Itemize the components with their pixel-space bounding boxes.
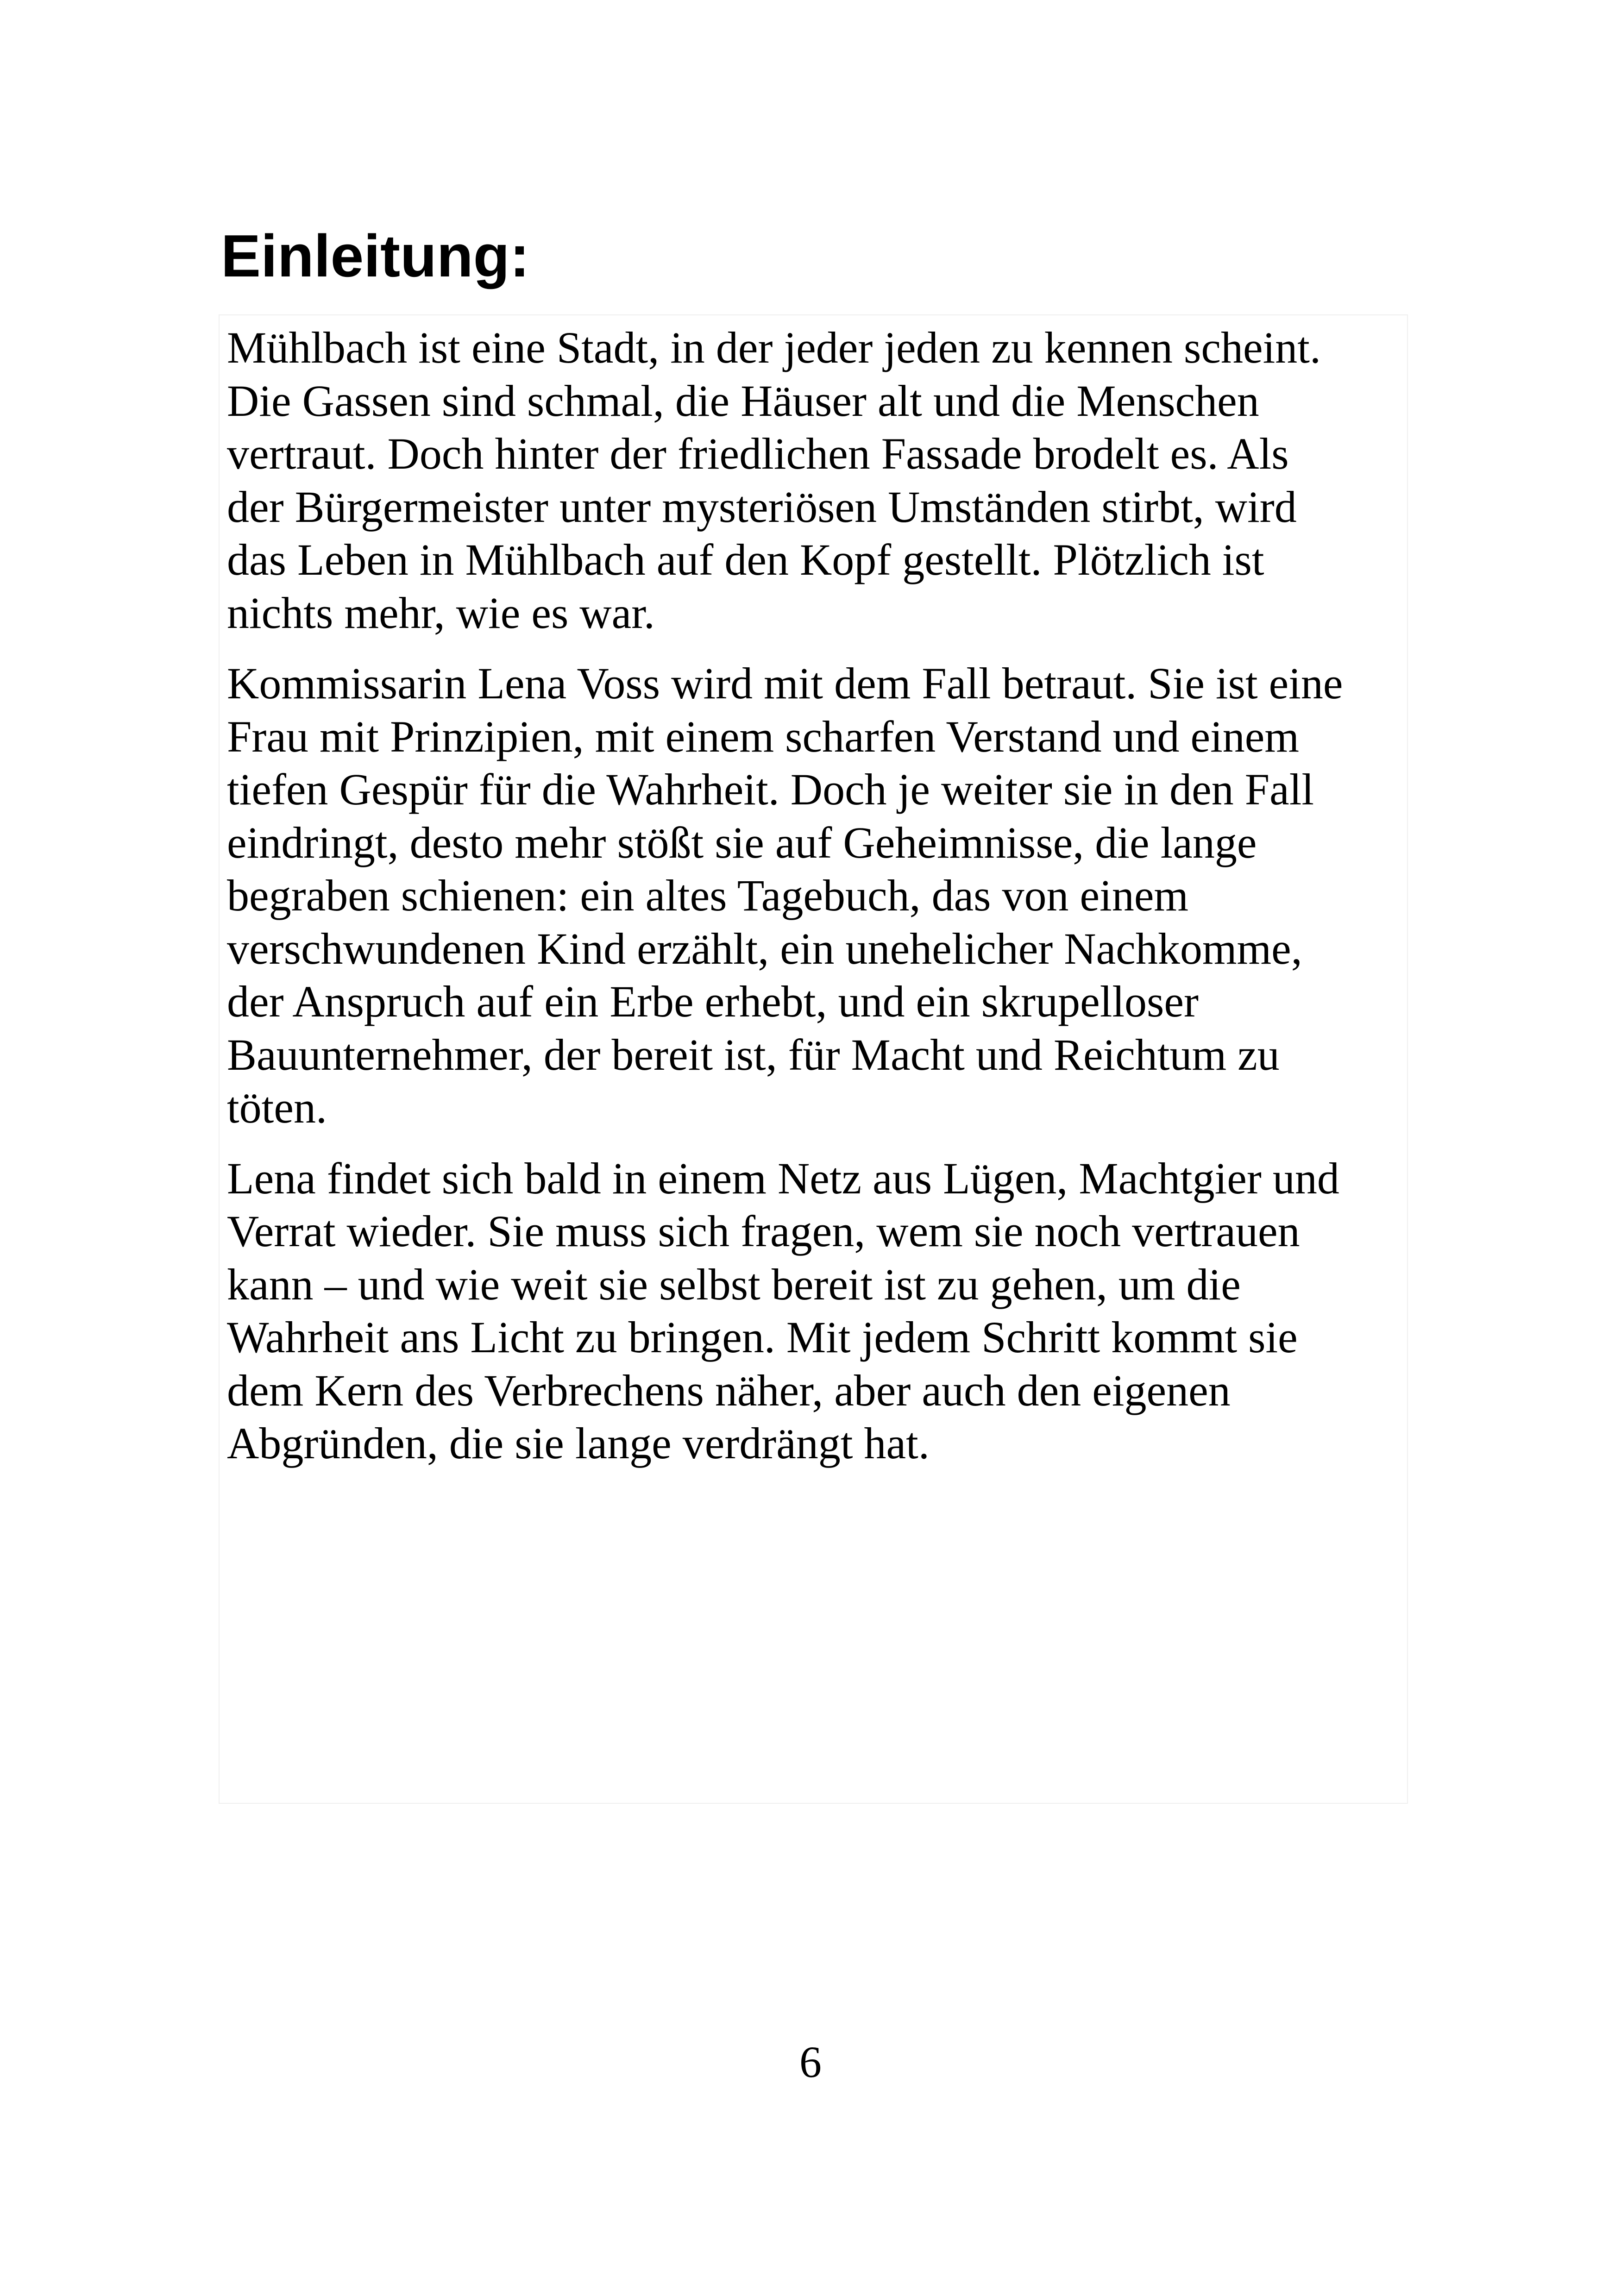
text-line: der Bürgermeister unter mysteriösen Umständen stirbt, wird — [227, 482, 1297, 532]
paragraph-3 — [227, 1152, 1403, 1470]
text-line: der Anspruch auf ein Erbe erhebt, und ein skrupelloser — [227, 977, 1199, 1026]
text-line: das Leben in Mühlbach auf den Kopf gestellt. Plötzlich ist — [227, 535, 1264, 584]
text-line: dem Kern des Verbrechens näher, aber auch den eigenen — [227, 1365, 1231, 1415]
text-line: Lena findet sich bald in einem Netz aus Lügen, Machtgier und — [227, 1153, 1339, 1203]
page-number: 6 — [799, 2037, 822, 2087]
text-line: Mühlbach ist eine Stadt, in der jeder jeden zu kennen scheint. — [227, 323, 1321, 372]
text-line: kann – und wie weit sie selbst bereit ist zu gehen, um die — [227, 1259, 1241, 1309]
text-line: töten. — [227, 1083, 327, 1132]
text-line: tiefen Gespür für die Wahrheit. Doch je weiter sie in den Fall — [227, 765, 1314, 814]
text-line: vertraut. Doch hinter der friedlichen Fassade brodelt es. Als — [227, 429, 1289, 478]
paragraph-2 — [227, 657, 1403, 1135]
text-line: Frau mit Prinzipien, mit einem scharfen Verstand und einem — [227, 711, 1300, 761]
text-line: Wahrheit ans Licht zu bringen. Mit jedem Schritt kommt sie — [227, 1312, 1298, 1362]
paragraph-1 — [227, 321, 1403, 640]
text-line: Kommissarin Lena Voss wird mit dem Fall betraut. Sie ist eine — [227, 659, 1343, 708]
text-line: Verrat wieder. Sie muss sich fragen, wem sie noch vertrauen — [227, 1206, 1300, 1256]
text-line: Die Gassen sind schmal, die Häuser alt und die Menschen — [227, 376, 1259, 426]
page-heading: Einleitung: — [221, 223, 530, 289]
text-body — [227, 321, 1403, 1488]
text-line: nichts mehr, wie es war. — [227, 588, 655, 638]
text-line: Bauunternehmer, der bereit ist, für Macht und Reichtum zu — [227, 1029, 1280, 1079]
text-line: verschwundenen Kind erzählt, ein unehelicher Nachkomme, — [227, 923, 1302, 973]
text-line: Abgründen, die sie lange verdrängt hat. — [227, 1418, 930, 1468]
text-line: begraben schienen: ein altes Tagebuch, das von einem — [227, 871, 1189, 920]
text-line: eindringt, desto mehr stößt sie auf Geheimnisse, die lange — [227, 817, 1257, 867]
